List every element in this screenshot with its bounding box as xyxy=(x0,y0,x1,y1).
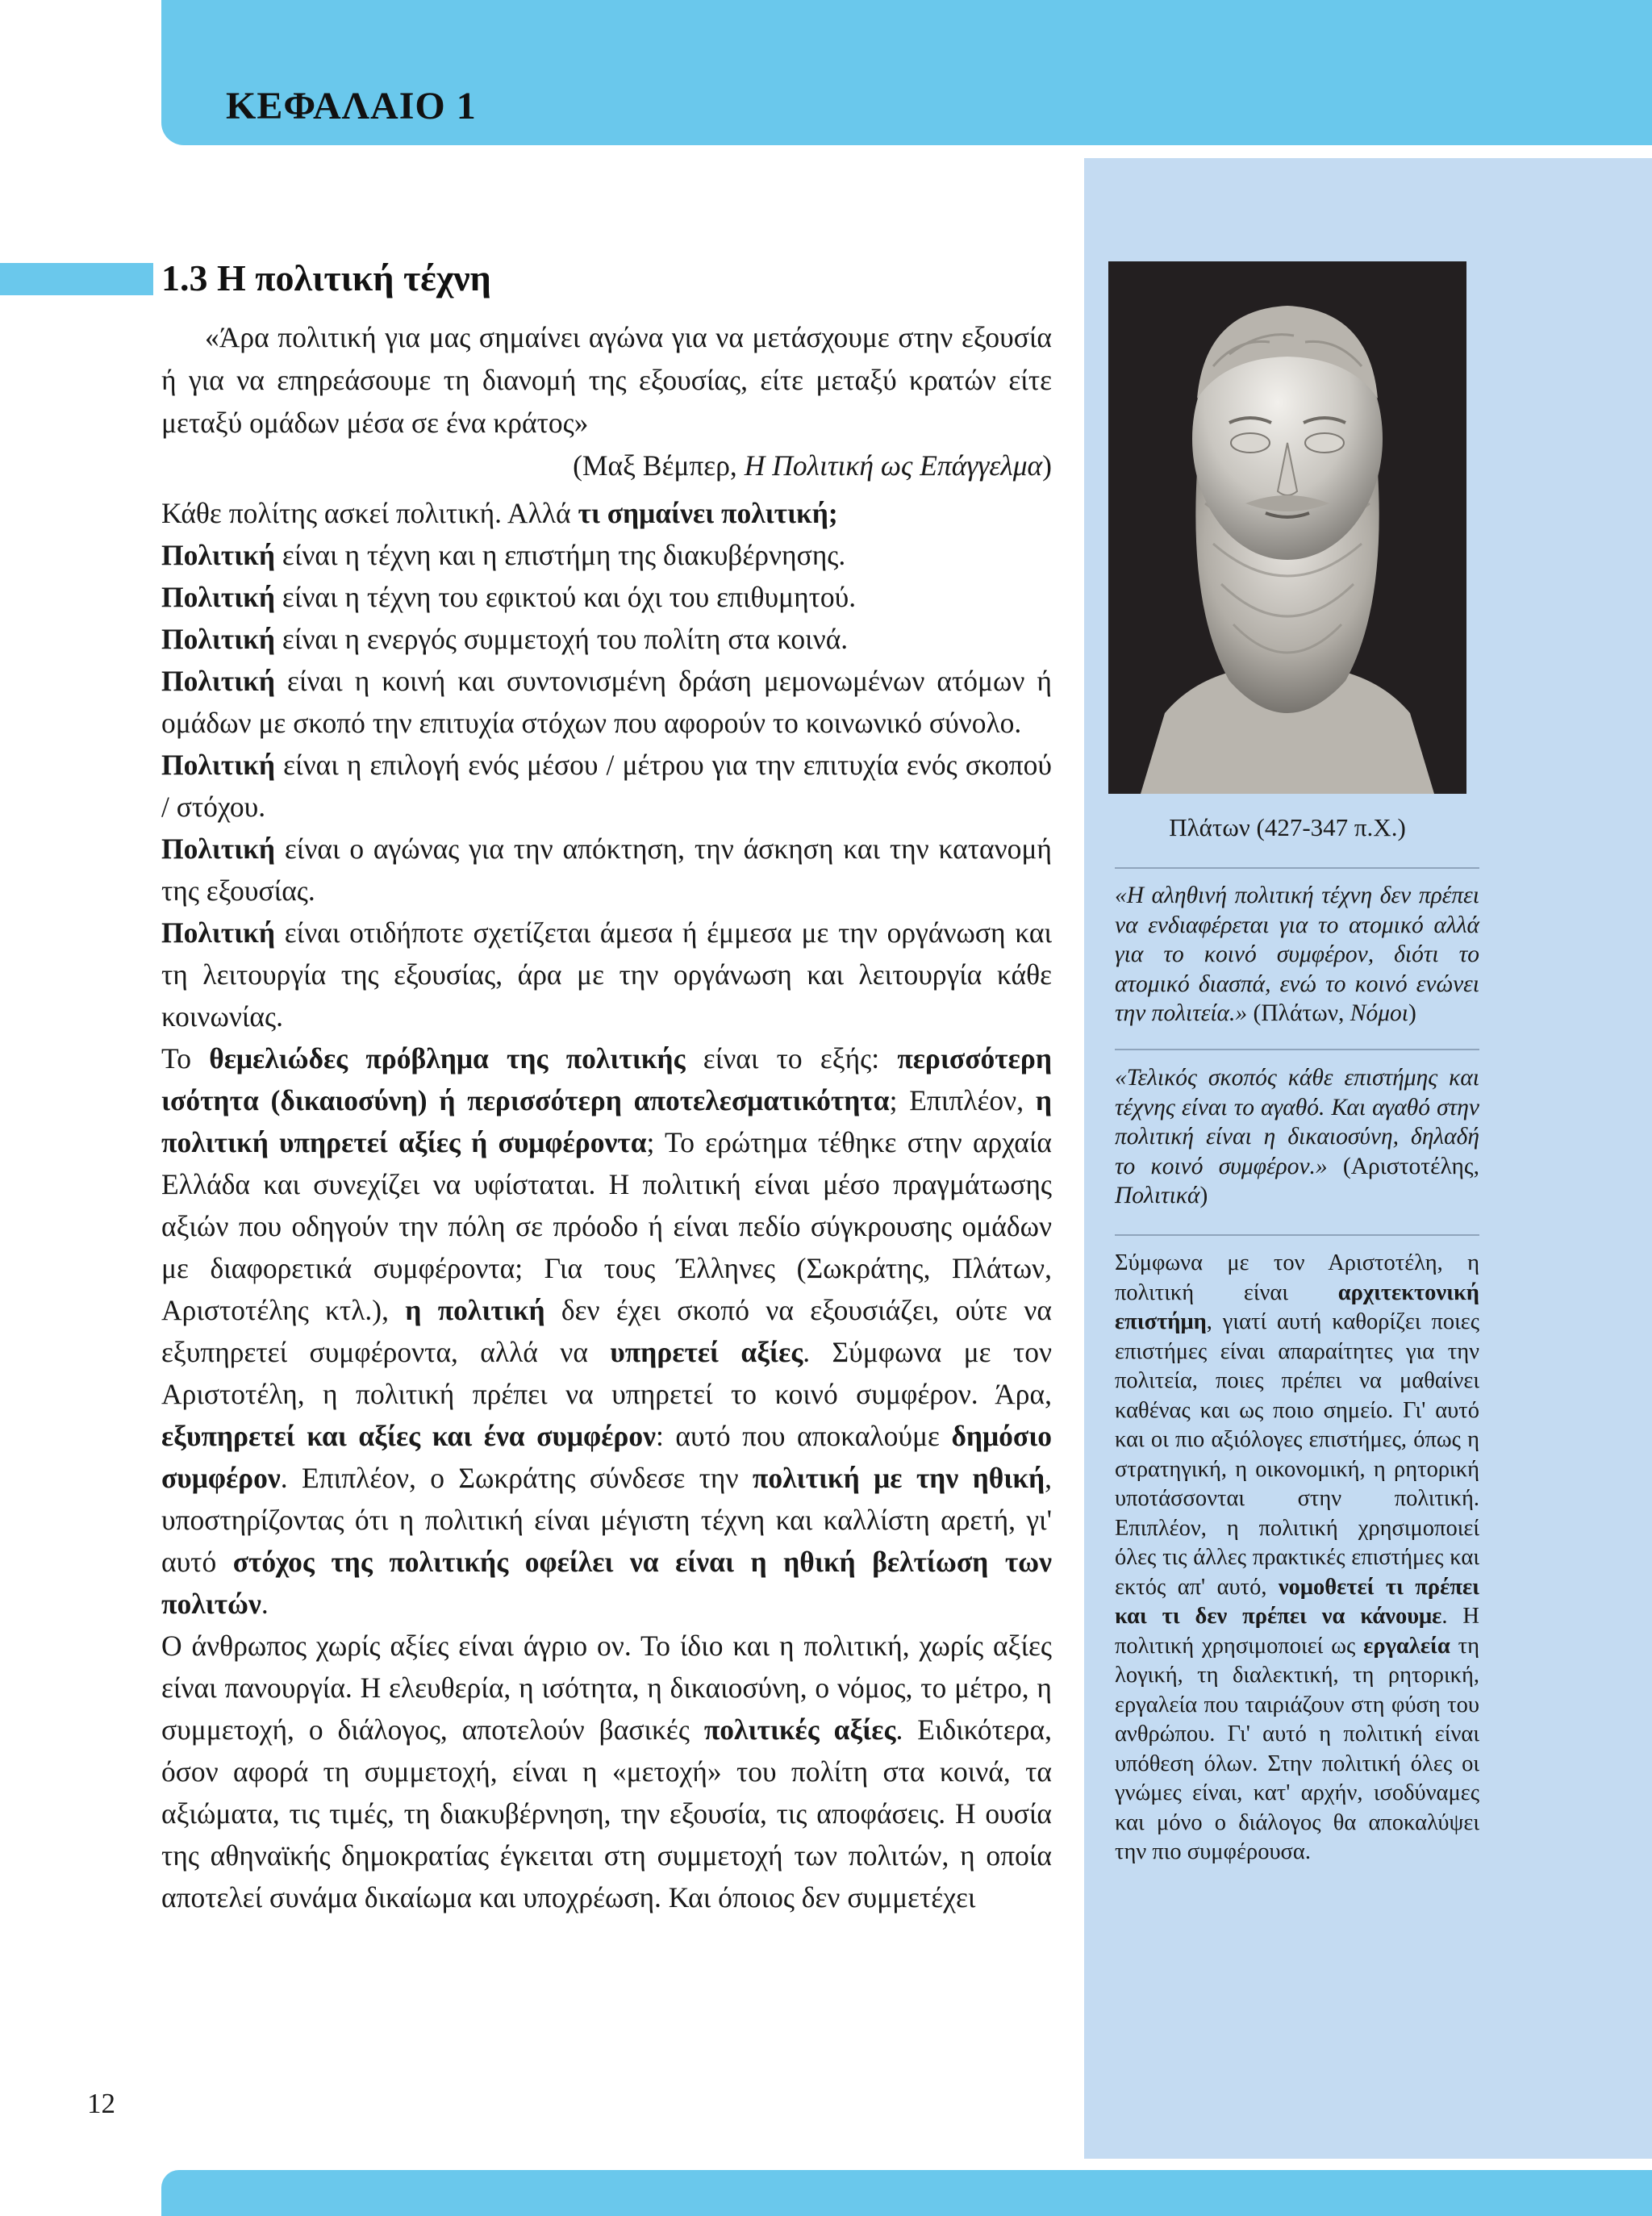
epigraph xyxy=(161,316,1052,487)
definition-3 xyxy=(161,618,1052,660)
definition-text: είναι η κοινή και συντονισμένη δράση μεμονωμένων ατόμων ή ομάδων με σκοπό την επιτυχία στόχων που αφορούν το κοινωνικό σύνολο. xyxy=(161,665,1052,739)
bold-run: πολιτικές αξίες xyxy=(703,1713,896,1746)
bold-run: η πολιτική xyxy=(405,1294,545,1326)
text-run: ; Επιπλέον, xyxy=(889,1084,1036,1116)
intro-line xyxy=(161,492,1052,534)
definition-5 xyxy=(161,744,1052,828)
epigraph-source xyxy=(161,444,1052,487)
quote-close: ) xyxy=(1199,1183,1208,1208)
paragraph-values xyxy=(161,1037,1052,1625)
key-question: τι σημαίνει πολιτική; xyxy=(578,497,838,529)
paragraph-participation xyxy=(161,1625,1052,1918)
definition-text: είναι ο αγώνας για την απόκτηση, την άσκηση και την κατανομή της εξουσίας. xyxy=(161,833,1052,907)
definition-1 xyxy=(161,534,1052,576)
definition-6 xyxy=(161,828,1052,912)
quote-text: «Τελικός σκοπός κάθε επιστήμης και τέχνης είναι το αγαθό. Και αγαθό στην πολιτική είναι η δικαιοσύνη, δηλαδή το κοινό συμφέρον.» xyxy=(1115,1065,1479,1179)
quote-text: «Η αληθινή πολιτική τέχνη δεν πρέπει να ενδιαφέρεται για το ατομικό αλλά για το κοινό συμφέρον, διότι το ατομικό διασπά, ενώ το κοινό ενώνει την πολιτεία.» xyxy=(1115,883,1479,1026)
bold-run: η πολιτική υπηρετεί αξίες ή συμφέροντα xyxy=(161,1084,1053,1158)
plato-quote xyxy=(1115,881,1479,1029)
quote-work: Νόμοι xyxy=(1350,1000,1408,1026)
epigraph-author: (Μαξ Βέμπερ, xyxy=(573,449,745,482)
quote-close: ) xyxy=(1408,1000,1416,1026)
plato-bust-illustration xyxy=(1108,261,1466,794)
bold-run: δημόσιο συμφέρον xyxy=(161,1420,1052,1494)
text-run: ; Το ερώτημα τέθηκε στην αρχαία Ελλάδα και συνεχίζει να υφίσταται. Η πολιτική είναι μέσο πραγμάτωσης αξιών που οδηγούν την πόλη σε πρόοδο ή είναι πεδίο σύγκρουσης ομάδων με διαφορετικά συμφέροντα; Για τους Έλληνες (Σωκράτης, Πλάτων, Αριστοτέλης κτλ.), xyxy=(161,1126,1052,1326)
term: Πολιτική xyxy=(161,749,276,781)
footer-band xyxy=(161,2170,1652,2216)
bold-run: εξυπηρετεί και αξίες και ένα συμφέρον xyxy=(161,1420,656,1452)
definition-2 xyxy=(161,576,1052,618)
bold-run: εργαλεία xyxy=(1363,1633,1450,1659)
definition-text: είναι η ενεργός συμμετοχή του πολίτη στα κοινά. xyxy=(275,623,849,655)
bold-run: αρχιτεκτονική επιστήμη xyxy=(1115,1279,1479,1334)
text-run: είναι το εξής: xyxy=(685,1042,898,1075)
text-run: . Επιπλέον, ο Σωκράτης σύνδεσε την xyxy=(280,1462,753,1494)
definition-4 xyxy=(161,660,1052,744)
term: Πολιτική xyxy=(161,916,276,949)
text-run: Σύμφωνα με τον Αριστοτέλη, η πολιτική είναι xyxy=(1115,1250,1479,1305)
definition-text: είναι η τέχνη και η επιστήμη της διακυβέρνησης. xyxy=(275,539,846,571)
text-run: . Σύμφωνα με τον Αριστοτέλη, η πολιτική πρέπει να υπηρετεί το κοινό συμφέρον. Άρα, xyxy=(161,1336,1052,1410)
quote-work: Πολιτικά xyxy=(1115,1183,1200,1208)
sidebar-divider xyxy=(1115,1234,1479,1236)
bold-run: νομοθετεί τι πρέπει και τι δεν πρέπει να κάνουμε xyxy=(1115,1574,1479,1629)
bold-run: θεμελιώδες πρόβλημα της πολιτικής xyxy=(209,1042,686,1075)
text-run: . Ειδικότερα, όσον αφορά τη συμμετοχή, είναι η «μετοχή» του πολίτη στα κοινά, τα αξιώματα, τις τιμές, τη διακυβέρνηση, την εξουσία, τις αποφάσεις. Η ουσία της αθηναϊκής δημοκρατίας έγκειται στη συμμετοχή των πολιτών, η οποία αποτελεί συνάμα δικαίωμα και υποχρέωση. Και όποιος δεν συμμετέχει xyxy=(161,1713,1052,1913)
text-run: Το xyxy=(161,1042,210,1075)
chapter-title: ΚΕΦΑΛΑΙΟ 1 xyxy=(226,85,477,127)
definition-text: είναι οτιδήποτε σχετίζεται άμεσα ή έμμεσα με την οργάνωση και τη λειτουργία της εξουσίας, άρα με την οργάνωση και λειτουργία κάθε κοινωνίας. xyxy=(161,916,1052,1033)
page-number: 12 xyxy=(87,2088,115,2119)
term: Πολιτική xyxy=(161,581,276,613)
section-marker-tab xyxy=(0,263,153,295)
definition-text: είναι η επιλογή ενός μέσου / μέτρου για την επιτυχία ενός σκοπού / στόχου. xyxy=(161,749,1052,823)
bold-run: υπηρετεί αξίες xyxy=(610,1336,803,1368)
term: Πολιτική xyxy=(161,623,276,655)
bold-run: στόχος της πολιτικής οφείλει να είναι η ηθική βελτίωση των πολιτών xyxy=(161,1546,1052,1620)
text-run: Κάθε πολίτης ασκεί πολιτική. Αλλά xyxy=(161,497,578,529)
quote-author: (Πλάτων, xyxy=(1247,1000,1350,1026)
aristotle-quote xyxy=(1115,1063,1479,1211)
text-run: : αυτό που αποκαλούμε xyxy=(655,1420,952,1452)
sidebar-text xyxy=(1115,1249,1479,1868)
text-run: δεν έχει σκοπό να εξουσιάζει, ούτε να εξυπηρετεί συμφέροντα, αλλά να xyxy=(161,1294,1052,1368)
definition-7 xyxy=(161,912,1052,1037)
term: Πολιτική xyxy=(161,665,276,697)
text-run: Ο άνθρωπος χωρίς αξίες είναι άγριο ον. Το ίδιο και η πολιτική, χωρίς αξίες είναι πανουργία. Η ελευθερία, η ισότητα, η δικαιοσύνη, ο νόμος, το μέτρο, η συμμετοχή, ο διάλογος, αποτελούν βασικές xyxy=(161,1630,1052,1746)
definition-text: είναι η τέχνη του εφικτού και όχι του επιθυμητού. xyxy=(275,581,857,613)
text-run: τη λογική, τη διαλεκτική, τη ρητορική, εργαλεία που ταιριάζουν στη φύση του ανθρώπου. Γι' αυτό η πολιτική είναι υπόθεση όλων. Στην πολιτική όλες οι γνώμες είναι, κατ' αρχήν, ισοδύναμες και μόνο ο διάλογος θα αποκαλύψει την πιο συμφέρουσα. xyxy=(1115,1633,1479,1864)
bold-run: περισσότερη ισότητα (δικαιοσύνη) ή περισσότερη αποτελεσματικότητα xyxy=(161,1042,1052,1116)
epigraph-close: ) xyxy=(1042,449,1052,482)
text-run: . Η πολιτική χρησιμοποιεί ως xyxy=(1115,1604,1479,1659)
section-title: 1.3 Η πολιτική τέχνη xyxy=(161,257,491,298)
term: Πολιτική xyxy=(161,833,276,865)
sidebar-divider xyxy=(1115,867,1479,869)
quote-author: (Αριστοτέλης, xyxy=(1327,1153,1479,1179)
epigraph-text: «Άρα πολιτική για μας σημαίνει αγώνα για να μετάσχουμε στην εξουσία ή για να επηρεάσουμε τη διανομή της εξουσίας, είτε μεταξύ κρατών είτε μεταξύ ομάδων μέσα σε ένα κράτος» xyxy=(161,321,1052,439)
term: Πολιτική xyxy=(161,539,276,571)
text-run: , γιατί αυτή καθορίζει ποιες επιστήμες είναι απαραίτητες για την πολιτεία, ποιες πρέπει να μαθαίνει καθένας και ως ποιο σημείο. Γι' αυτό και οι πιο αξιόλογες επιστήμες, όπως η στρατηγική, η οικονομική, η ρητορική υποτάσσονται στην πολιτική. Επιπλέον, η πολιτική χρησιμοποιεί όλες τις άλλες πρακτικές επιστήμες και εκτός απ' αυτό, xyxy=(1115,1309,1479,1600)
text-run: , υποστηρίζοντας ότι η πολιτική είναι μέγιστη τέχνη και καλλίστη αρετή, γι' αυτό xyxy=(161,1462,1053,1578)
bold-run: πολιτική με την ηθική xyxy=(752,1462,1045,1494)
epigraph-work-title: Η Πολιτική ως Επάγγελμα xyxy=(744,449,1043,482)
photo-caption: Πλάτων (427-347 π.Χ.) xyxy=(1169,813,1406,841)
sidebar-divider xyxy=(1115,1049,1479,1050)
main-text xyxy=(161,492,1052,1918)
plato-bust-photo xyxy=(1108,261,1466,794)
text-run: . xyxy=(261,1588,269,1620)
